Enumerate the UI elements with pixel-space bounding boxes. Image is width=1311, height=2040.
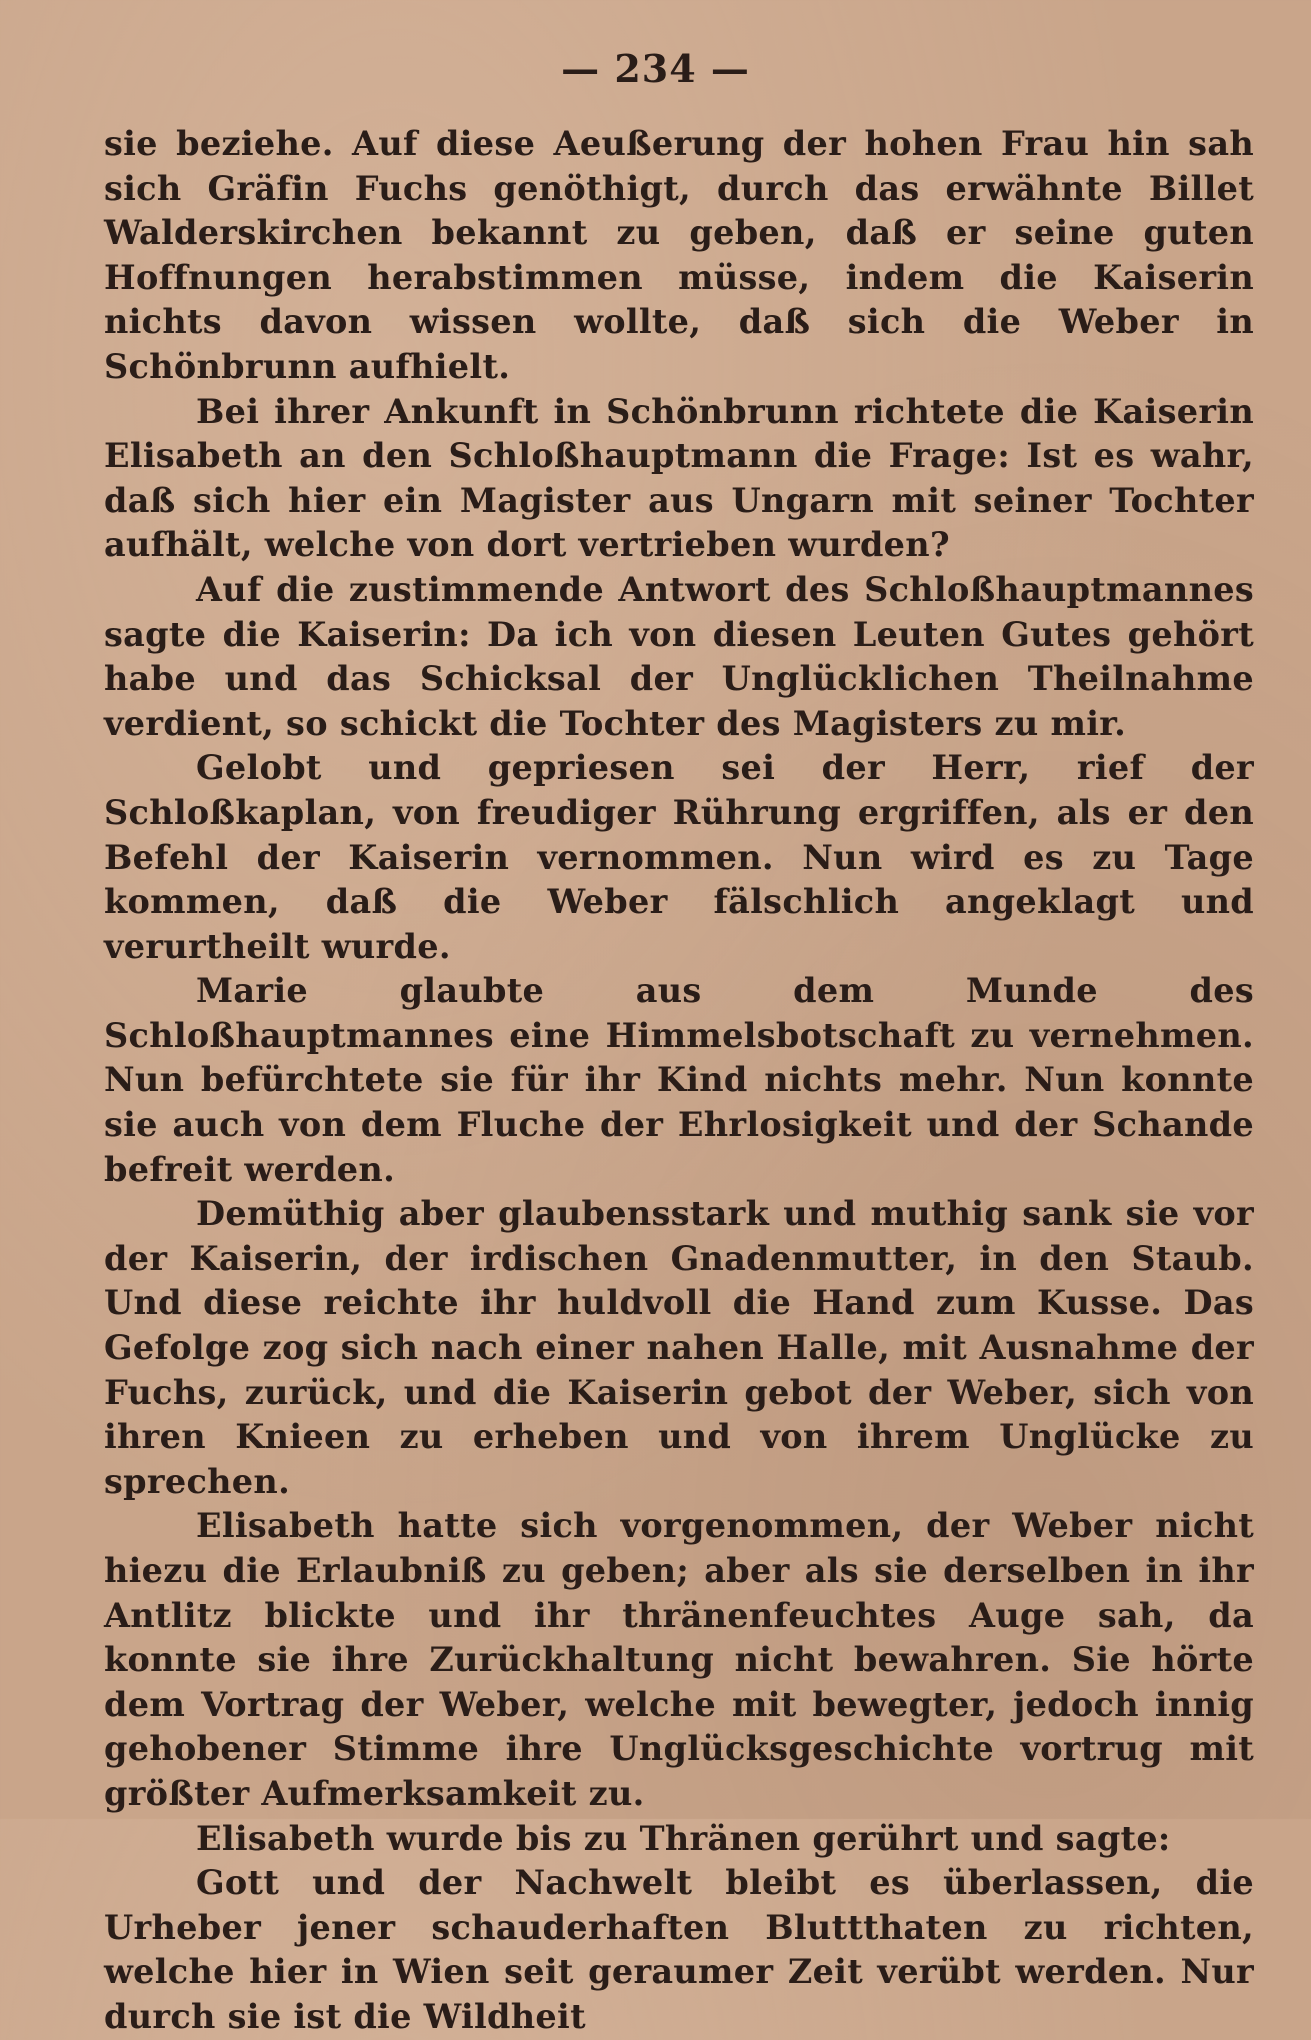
body-text (104, 122, 1254, 2040)
paragraph: Bei ihrer Ankunft in Schönbrunn richtete die Kaiserin Elisabeth an den Schloßhauptmann die Frage: Ist es wahr, daß sich hier ein Magister aus Ungarn mit seiner Tochter aufhält, welche von dort vertrieben wurden? (104, 391, 1254, 565)
paragraph: Elisabeth hatte sich vorgenommen, der Weber nicht hiezu die Erlaubniß zu geben; aber als sie derselben in ihr Antlitz blickte und ihr thränenfeuchtes Auge sah, da konnte sie ihre Zurückhaltung nicht bewahren. Sie hörte dem Vortrag der Weber, welche mit bewegter, jedoch innig gehobener Stimme ihre Unglücksgeschichte vortrug mit größter Aufmerksamkeit zu. (104, 1506, 1254, 1813)
paragraph: Gelobt und gepriesen sei der Herr, rief der Schloßkaplan, von freudiger Rührung ergriffen, als er den Befehl der Kaiserin vernommen. Nun wird es zu Tage kommen, daß die Weber fälschlich angeklagt und verurtheilt wurde. (104, 748, 1254, 966)
page-number: — 234 — (561, 46, 750, 91)
paragraph: sie beziehe. Auf diese Aeußerung der hohen Frau hin sah sich Gräfin Fuchs genöthigt, durch das erwähnte Billet Walderskirchen bekannt zu geben, daß er seine guten Hoffnungen herabstimmen müsse, indem die Kaiserin nichts davon wissen wollte, daß sich die Weber in Schönbrunn aufhielt. (104, 124, 1254, 386)
paragraph: Gott und der Nachwelt bleibt es überlassen, die Urheber jener schauderhaften Bluttthaten zu richten, welche hier in Wien seit geraumer Zeit verübt werden. Nur durch sie ist die Wildheit (104, 1863, 1254, 2036)
paragraph: Marie glaubte aus dem Munde des Schloßhauptmannes eine Himmelsbotschaft zu vernehmen. Nun befürchtete sie für ihr Kind nichts mehr. Nun konnte sie auch von dem Fluche der Ehrlosigkeit und der Schande befreit werden. (104, 971, 1254, 1189)
paragraph: Elisabeth wurde bis zu Thränen gerührt und sagte: (196, 1818, 1171, 1858)
paragraph: Auf die zustimmende Antwort des Schloßhauptmannes sagte die Kaiserin: Da ich von diesen Leuten Gutes gehört habe und das Schicksal der Unglücklichen Theilnahme verdient, so schickt die Tochter des Magisters zu mir. (104, 569, 1254, 743)
paragraph: Demüthig aber glaubensstark und muthig sank sie vor der Kaiserin, der irdischen Gnadenmutter, in den Staub. Und diese reichte ihr huldvoll die Hand zum Kusse. Das Gefolge zog sich nach einer nahen Halle, mit Ausnahme der Fuchs, zurück, und die Kaiserin gebot der Weber, sich von ihren Knieen zu erheben und von ihrem Unglücke zu sprechen. (104, 1194, 1254, 1501)
